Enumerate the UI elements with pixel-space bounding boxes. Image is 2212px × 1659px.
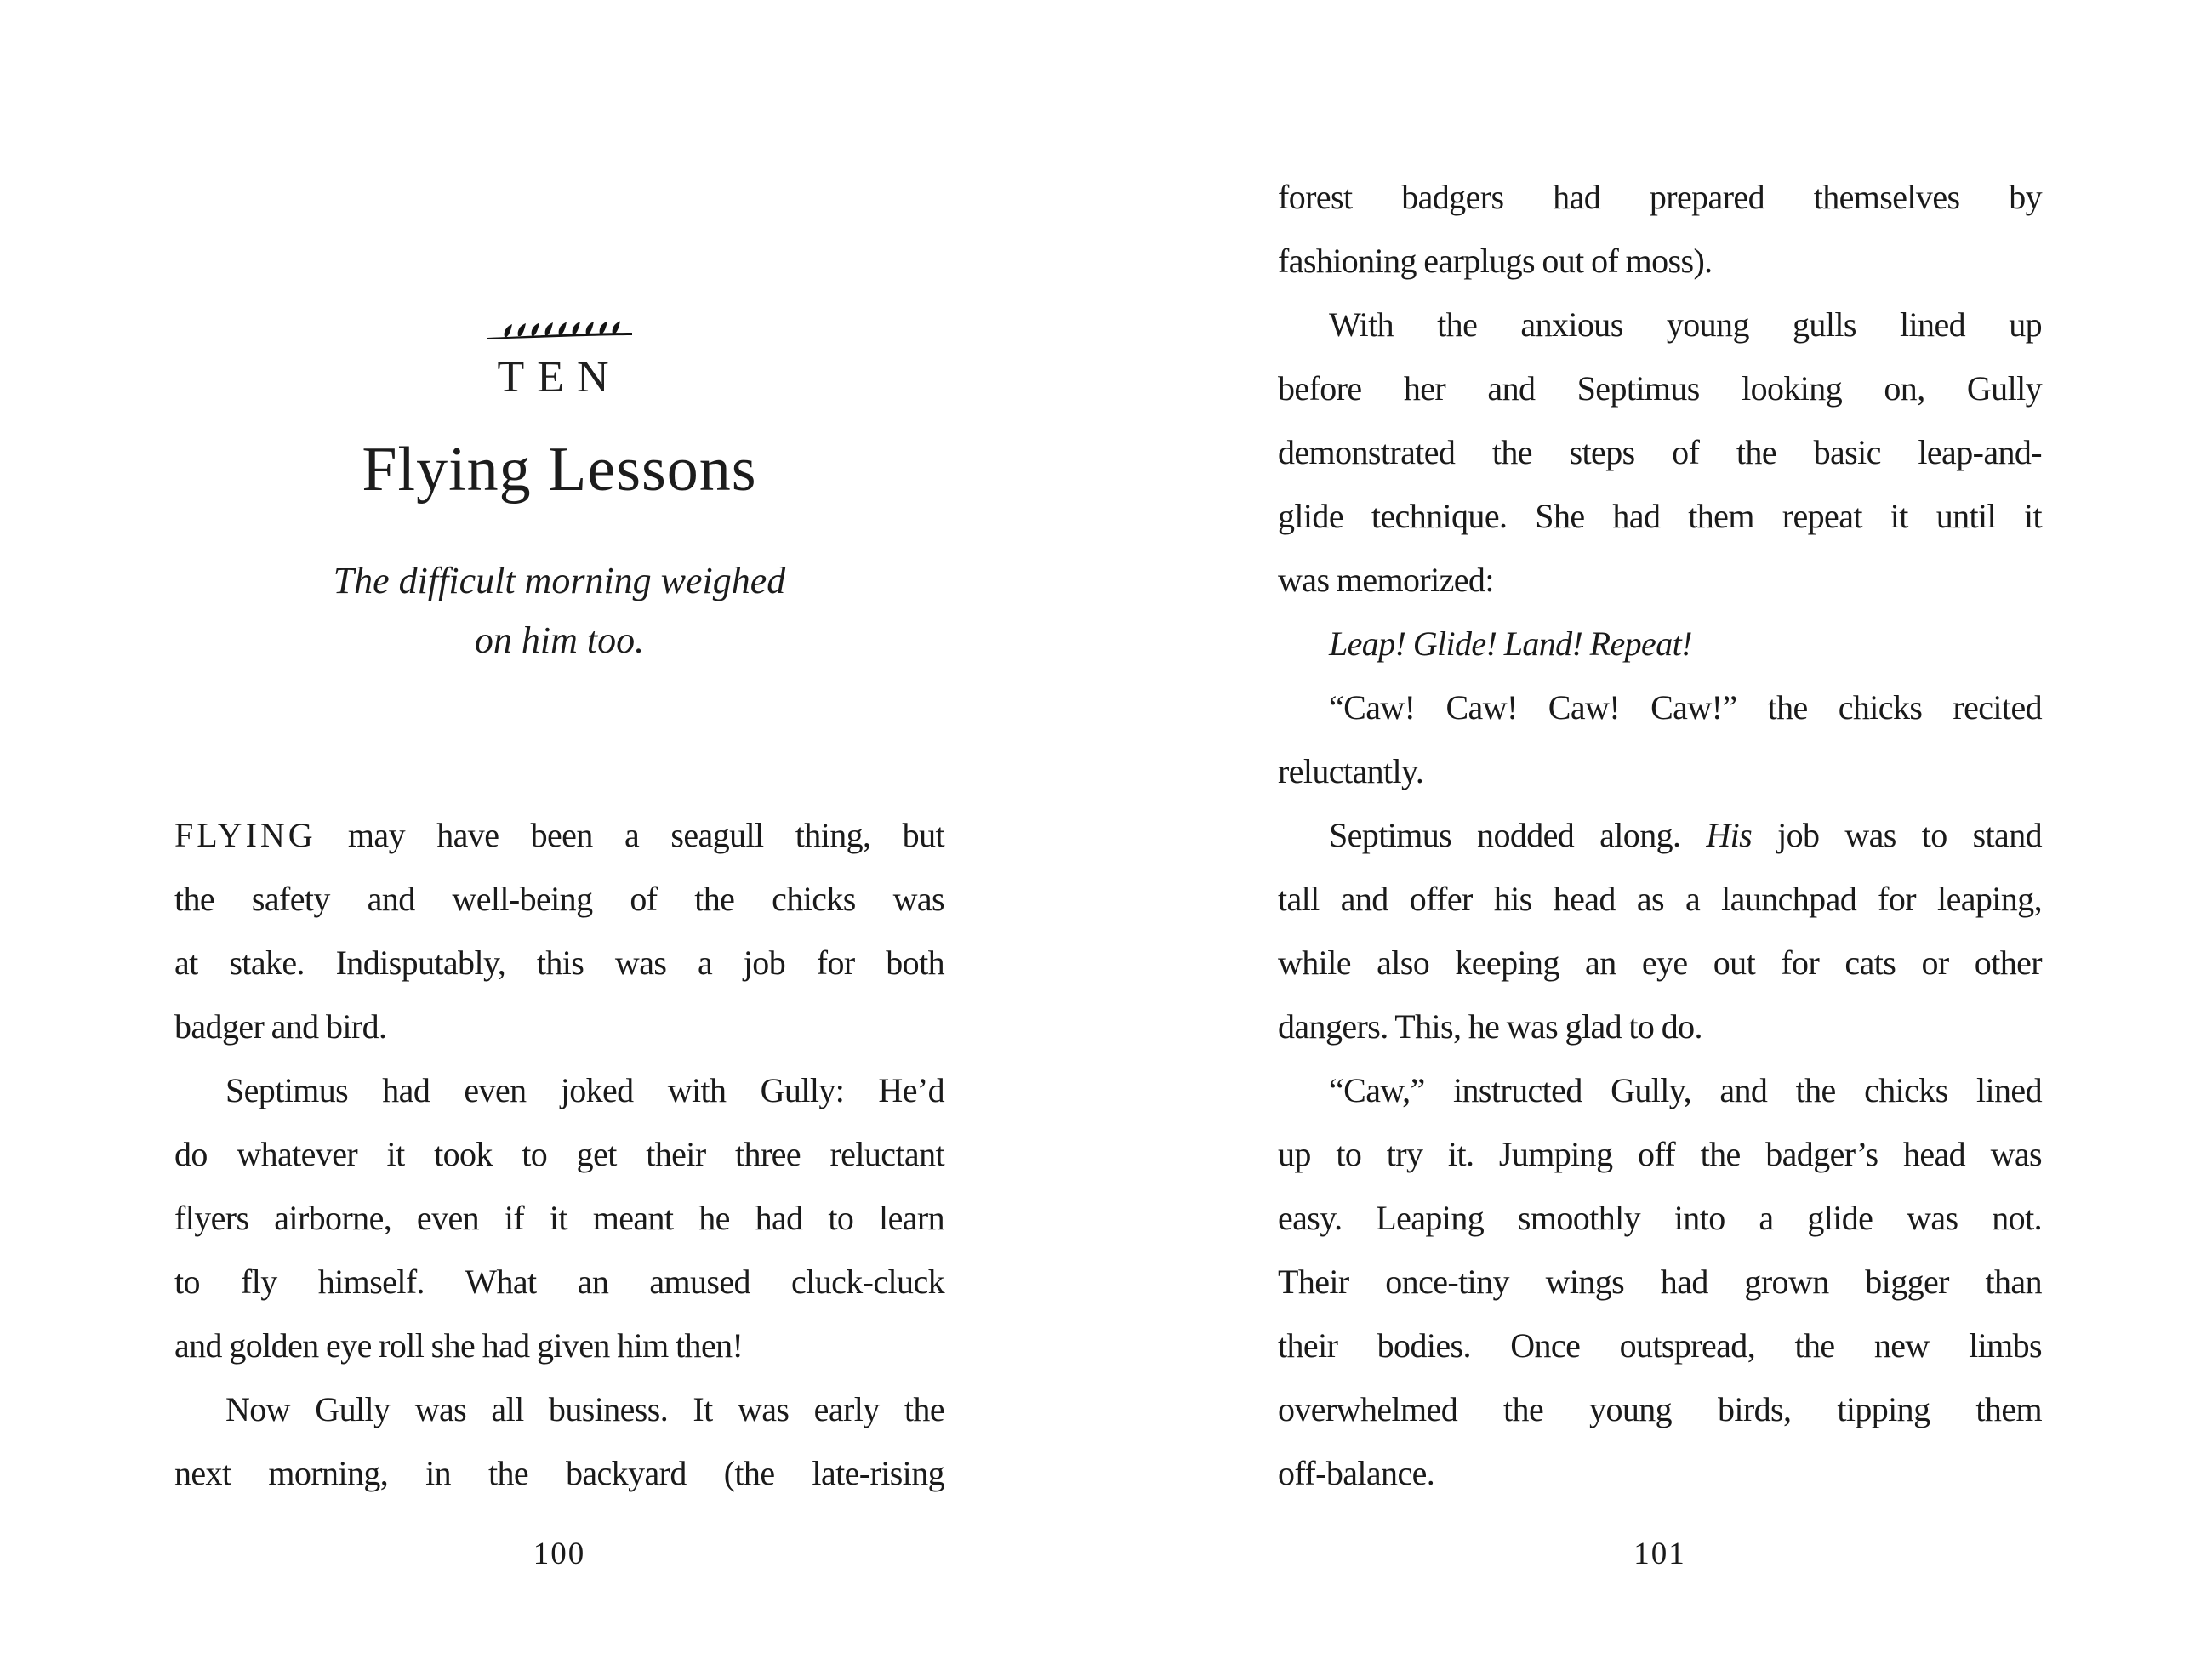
body-line: badger and bird. xyxy=(174,1007,387,1046)
body-line: tall and offer his head as a launchpad for leaping, xyxy=(1278,880,2042,918)
body-line: glide technique. She had them repeat it until it xyxy=(1278,497,2042,535)
body-line: forest badgers had prepared themselves by xyxy=(1278,178,2042,216)
body-line: at stake. Indisputably, this was a job for both xyxy=(174,944,944,982)
chapter-number: TEN xyxy=(497,353,622,402)
body-line: Now Gully was all business. It was early the xyxy=(225,1390,944,1428)
body-line: their bodies. Once outspread, the new limbs xyxy=(1278,1326,2042,1365)
chapter-title: Flying Lessons xyxy=(362,435,757,505)
epigraph-line: The difficult morning weighed xyxy=(333,560,786,601)
body-line: and golden eye roll she had given him then! xyxy=(174,1326,744,1365)
epigraph-line: on him too. xyxy=(474,619,645,661)
body-line: reluctantly. xyxy=(1278,752,1424,790)
body-line: to fly himself. What an amused cluck-cluck xyxy=(174,1263,944,1301)
body-line: Their once-tiny wings had grown bigger than xyxy=(1278,1263,2042,1301)
body-line: dangers. This, he was glad to do. xyxy=(1278,1007,1702,1046)
paragraph xyxy=(1278,165,2042,293)
page-101-body xyxy=(1278,165,2042,1505)
body-line: “Caw! Caw! Caw! Caw!” the chicks recited xyxy=(1329,688,2042,727)
paragraph xyxy=(174,1377,944,1505)
body-line: “Caw,” instructed Gully, and the chicks lined xyxy=(1329,1071,2042,1109)
paragraph xyxy=(1278,612,2042,676)
lead-in-caps: FLYING xyxy=(174,816,316,854)
body-line: next morning, in the backyard (the late-rising xyxy=(174,1454,944,1492)
feather-ornament xyxy=(174,316,944,346)
feather-icon xyxy=(487,316,633,342)
body-line: was memorized: xyxy=(1278,561,1494,599)
paragraph xyxy=(174,1058,944,1377)
body-line: Septimus had even joked with Gully: He’d xyxy=(225,1071,944,1109)
page-number-left: 100 xyxy=(533,1536,586,1571)
paragraph xyxy=(174,803,944,1058)
body-line: off-balance. xyxy=(1278,1454,1435,1492)
page-right xyxy=(1278,0,2042,1659)
chapter-epigraph xyxy=(174,551,944,670)
body-line: before her and Septimus looking on, Gully xyxy=(1278,369,2042,408)
body-line: up to try it. Jumping off the badger’s head was xyxy=(1278,1135,2042,1173)
body-line xyxy=(1278,803,2042,867)
paragraph xyxy=(1278,1058,2042,1505)
line-segment: Septimus nodded along. xyxy=(1329,816,1681,854)
page-100-body xyxy=(174,803,944,1505)
paragraph xyxy=(1278,293,2042,612)
body-line: while also keeping an eye out for cats or other xyxy=(1278,944,2042,982)
body-line: overwhelmed the young birds, tipping them xyxy=(1278,1390,2042,1428)
paragraph xyxy=(1278,803,2042,1058)
body-line xyxy=(174,803,944,867)
line-segment: may have been a seagull thing, but xyxy=(316,816,944,854)
page-number-right: 101 xyxy=(1633,1536,1686,1571)
body-line: the safety and well-being of the chicks was xyxy=(174,880,944,918)
body-line: do whatever it took to get their three reluctant xyxy=(174,1135,944,1173)
paragraph xyxy=(1278,676,2042,803)
body-line: flyers airborne, even if it meant he had to learn xyxy=(174,1199,944,1237)
body-line: demonstrated the steps of the basic leap-and- xyxy=(1278,433,2042,471)
body-line-chant: Leap! Glide! Land! Repeat! xyxy=(1329,624,1692,663)
body-line: With the anxious young gulls lined up xyxy=(1329,305,2042,344)
line-segment-italic: His xyxy=(1706,816,1753,854)
line-segment: job was to stand xyxy=(1777,816,2043,854)
body-line: fashioning earplugs out of moss). xyxy=(1278,242,1713,280)
page-left xyxy=(174,0,944,1659)
body-line: easy. Leaping smoothly into a glide was not. xyxy=(1278,1199,2042,1237)
